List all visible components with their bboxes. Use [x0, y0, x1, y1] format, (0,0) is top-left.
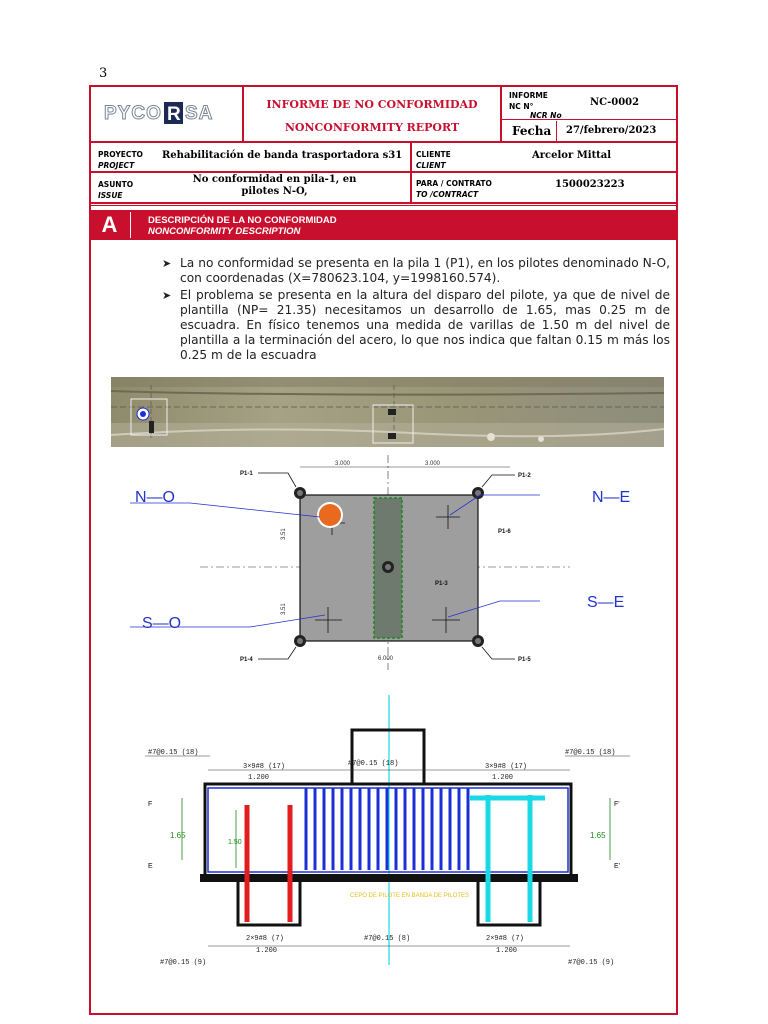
section-letter: A	[101, 212, 118, 237]
project-label: PROYECTO PROJECT	[98, 150, 143, 170]
description-list	[162, 256, 670, 365]
rebar-label: #7@0.15 (9)	[568, 959, 615, 967]
svg-text:SA: SA	[185, 103, 214, 124]
rebar-label: #7@0.15 (9)	[160, 959, 207, 967]
arrow-bullet-icon: ➤	[162, 257, 172, 270]
section-mark: F	[148, 801, 153, 808]
company-logo	[101, 101, 241, 125]
divider	[89, 141, 678, 143]
divider	[89, 202, 678, 204]
divider	[89, 171, 678, 173]
client-name: Arcelor Mittal	[532, 150, 612, 161]
rebar-label: 3×9#8 (17)	[243, 763, 286, 771]
divider	[500, 119, 678, 120]
issue-label: ASUNTO ISSUE	[98, 180, 134, 200]
rebar-label: #7@0.15 (18)	[148, 749, 199, 757]
pile-tag: P1-6	[498, 529, 511, 535]
rebar-label: 3×9#8 (17)	[485, 763, 528, 771]
pile-tag: P1-4	[240, 657, 253, 663]
svg-text:R: R	[167, 104, 181, 125]
rebar-label: 1.200	[492, 774, 514, 782]
divider	[89, 205, 678, 206]
corner-label-ne: N—E	[592, 489, 631, 506]
pile-tag: P1-3	[435, 581, 448, 587]
report-date: 27/febrero/2023	[566, 125, 657, 136]
height-label: 1.50	[228, 839, 242, 846]
rebar-label: 2×9#8 (7)	[486, 935, 524, 943]
divider	[410, 141, 412, 202]
pile-cap-section-drawing	[140, 690, 640, 970]
rebar-label: 1.200	[496, 947, 518, 955]
divider	[500, 85, 502, 141]
section-title: DESCRIPCIÓN DE LA NO CONFORMIDAD NONCONFORMITY DESCRIPTION	[148, 215, 337, 237]
svg-text:PYCO: PYCO	[104, 103, 162, 124]
dim-label: 3.51	[281, 603, 287, 615]
report-title-en: NONCONFORMITY REPORT	[284, 121, 460, 134]
section-separator	[130, 212, 131, 238]
pile-tag: P1-2	[518, 473, 531, 479]
dim-label: 3.000	[425, 461, 441, 467]
corner-label-no: N—O	[135, 489, 175, 506]
page-number: 3	[99, 66, 108, 81]
rebar-label: #7@0.15 (18)	[565, 749, 616, 757]
corner-label-so: S—O	[142, 615, 182, 632]
report-no-label: INFORME NC N°	[509, 91, 548, 111]
client-label: CLIENTE CLIENT	[416, 150, 451, 170]
height-label: 1.65	[590, 831, 606, 840]
date-label: Fecha	[512, 124, 552, 138]
rebar-label: #7@0.15 (18)	[348, 760, 399, 768]
dim-label: 3.000	[335, 461, 351, 467]
section-mark: F'	[614, 801, 620, 808]
contract-label: PARA / CONTRATO TO /CONTRACT	[416, 179, 492, 199]
rebar-label: 1.200	[248, 774, 270, 782]
aerial-site-image	[111, 377, 664, 447]
report-number: NC-0002	[590, 97, 640, 108]
pile-tag: P1-5	[518, 657, 531, 663]
corner-labels	[120, 480, 640, 640]
rebar-label: 2×9#8 (7)	[246, 935, 284, 943]
height-label: 1.65	[170, 831, 186, 840]
dim-label: 6.000	[378, 656, 394, 662]
issue-text: No conformidad en pila-1, en pilotes N-O,	[192, 174, 357, 197]
report-title-es: INFORME DE NO CONFORMIDAD	[266, 98, 478, 111]
project-name: Rehabilitación de banda trasportadora s31	[162, 150, 403, 161]
list-item: ➤ La no conformidad se presenta en la pila 1 (P1), en los pilotes denominado N-O, con coordenadas (X=780623.104, y=1998160.574).	[162, 256, 670, 285]
divider	[556, 121, 557, 141]
pile-tag: P1-1	[240, 471, 253, 477]
report-no-label-en: NCR No	[530, 111, 562, 120]
section-mark: E	[148, 863, 153, 870]
dim-label: 3.51	[281, 528, 287, 540]
corner-label-se: S—E	[587, 594, 625, 611]
rebar-label: #7@0.15 (8)	[364, 935, 411, 943]
contract-number: 1500023223	[555, 179, 625, 190]
drawing-note: CEPO DE PILOTE EN BANDA DE PILOTES	[350, 893, 470, 899]
arrow-bullet-icon: ➤	[162, 289, 172, 302]
list-item: ➤ El problema se presenta en la altura del disparo del pilote, ya que de nivel de plantilla (NP= 21.35) necesitamos un desarrollo de 1.65, mas 0.25 m de escuadra. En físico tenemos una medida de varillas de 1.50 m del nivel de plantilla a la terminación del acero, lo que nos indica que faltan 0.15 m más los 0.25 m de la escuadra	[162, 288, 670, 362]
section-mark: E'	[614, 863, 621, 870]
rebar-label: 1.200	[256, 947, 278, 955]
